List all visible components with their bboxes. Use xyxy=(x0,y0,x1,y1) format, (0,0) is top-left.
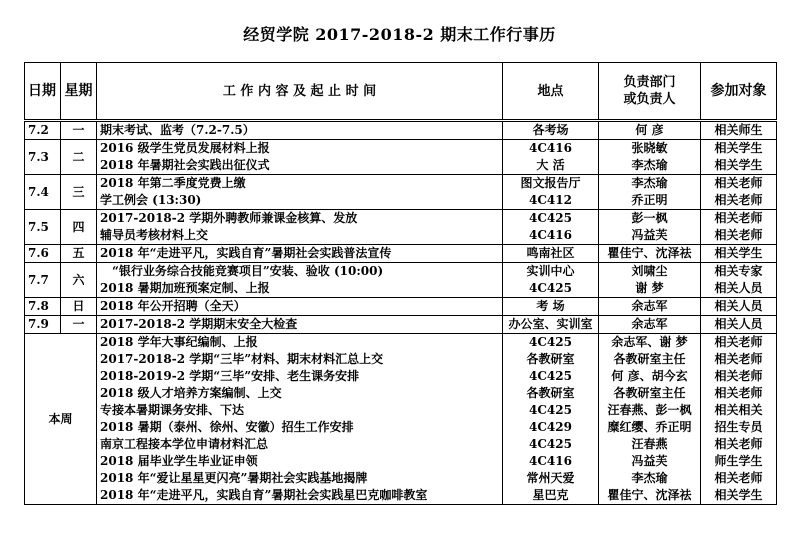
cell-work-line: 2018 年公开招聘（全天） xyxy=(100,299,246,313)
cell-place-line: 鸣南社区 xyxy=(526,246,575,260)
cell-date: 7.2 xyxy=(25,121,61,140)
cell-dept-line: 余志军、谢 梦 xyxy=(611,335,688,349)
cell-place-line: 4C416 xyxy=(529,454,572,468)
cell-place-line: 常州天爱 xyxy=(526,471,575,485)
cell-attendees-line: 相关老师 xyxy=(714,335,763,349)
cell-weekday: 六 xyxy=(61,263,97,298)
cell-date: 7.9 xyxy=(25,316,61,334)
cell-work-line: 2018 年第二季度党费上缴 xyxy=(100,176,246,190)
cell-place-line: 星巴克 xyxy=(532,488,569,502)
cell-attendees-line: 相关老师 xyxy=(714,437,763,451)
cell-place xyxy=(503,121,599,140)
cell-work xyxy=(97,175,503,210)
cell-work-line: 学工例会 (13:30) xyxy=(100,193,202,207)
cell-work-line: 南京工程接本学位申请材料汇总 xyxy=(100,437,269,451)
cell-dept-line: 汪春燕 xyxy=(631,437,668,451)
header-attendees: 参加对象 xyxy=(701,63,777,121)
cell-work-line: 2018 届毕业学生毕业证申领 xyxy=(100,454,258,468)
cell-attendees-line: 相关老师 xyxy=(714,193,763,207)
cell-work xyxy=(97,140,503,175)
cell-weekday: 五 xyxy=(61,245,97,263)
cell-date: 本周 xyxy=(25,334,97,505)
cell-dept-line: 各教研室主任 xyxy=(613,352,686,366)
cell-place xyxy=(503,334,599,505)
cell-work-line: 2018 年“走进平凡，实践自育”暑期社会实践星巴克咖啡教室 xyxy=(100,488,428,502)
cell-place-line: 4C425 xyxy=(529,211,572,225)
cell-attendees xyxy=(701,245,777,263)
cell-attendees-line: 相关人员 xyxy=(714,317,763,331)
cell-place-line: 实训中心 xyxy=(526,264,575,278)
cell-dept-line: 糜红缨、乔正明 xyxy=(607,420,692,434)
cell-place-line: 4C412 xyxy=(529,193,572,207)
cell-dept xyxy=(599,210,701,245)
cell-dept xyxy=(599,140,701,175)
cell-place-line: 4C429 xyxy=(529,420,572,434)
cell-work-line: 辅导员考核材料上交 xyxy=(100,228,209,242)
cell-work-line: 2017-2018-2 学期“三毕”材料、期末材料汇总上交 xyxy=(100,352,384,366)
cell-attendees xyxy=(701,334,777,505)
cell-attendees xyxy=(701,121,777,140)
cell-attendees xyxy=(701,175,777,210)
cell-dept-line: 瞿佳宁、沈泽祛 xyxy=(607,488,692,502)
cell-attendees-line: 相关老师 xyxy=(714,211,763,225)
cell-date: 7.7 xyxy=(25,263,61,298)
cell-work-line: 2017-2018-2 学期外聘教师兼课金核算、发放 xyxy=(100,211,358,225)
cell-weekday: 日 xyxy=(61,298,97,316)
cell-dept-line: 谢 梦 xyxy=(635,281,664,295)
cell-date: 7.6 xyxy=(25,245,61,263)
cell-work xyxy=(97,298,503,316)
cell-dept-line: 瞿佳宁、沈泽祛 xyxy=(607,246,692,260)
cell-place xyxy=(503,316,599,334)
cell-dept-line: 汪春燕、彭一枫 xyxy=(607,403,692,417)
cell-attendees-line: 相关老师 xyxy=(714,369,763,383)
cell-place-line: 考 场 xyxy=(536,299,565,313)
cell-work-line: 2016 级学生党员发展材料上报 xyxy=(100,141,270,155)
cell-work-line: 2018 暑期（泰州、徐州、安徽）招生工作安排 xyxy=(100,420,354,434)
cell-work-line: 2018 年暑期社会实践出征仪式 xyxy=(100,158,270,172)
cell-attendees-line: 师生学生 xyxy=(714,454,763,468)
cell-attendees-line: 相关老师 xyxy=(714,176,763,190)
cell-attendees-line: 相关人员 xyxy=(714,281,763,295)
cell-attendees xyxy=(701,140,777,175)
cell-attendees-line: 相关人员 xyxy=(714,299,763,313)
cell-dept xyxy=(599,298,701,316)
header-row xyxy=(25,63,777,121)
cell-weekday: 一 xyxy=(61,316,97,334)
cell-dept xyxy=(599,175,701,210)
cell-work-line: 期末考试、监考（7.2-7.5） xyxy=(100,123,255,137)
cell-work xyxy=(97,245,503,263)
cell-place-line: 办公室、实训室 xyxy=(508,317,593,331)
cell-dept-line: 各教研室主任 xyxy=(613,386,686,400)
cell-work-line: 2018 年“爱让星星更闪亮”暑期社会实践基地揭牌 xyxy=(100,471,368,485)
cell-work xyxy=(97,334,503,505)
cell-place-line: 4C425 xyxy=(529,403,572,417)
cell-weekday: 四 xyxy=(61,210,97,245)
cell-weekday: 一 xyxy=(61,121,97,140)
cell-attendees-line: 相关老师 xyxy=(714,471,763,485)
table-row xyxy=(25,334,777,505)
cell-work xyxy=(97,210,503,245)
cell-attendees-line: 招生专员 xyxy=(714,420,763,434)
cell-work-line: 2018 暑期加班预案定制、上报 xyxy=(100,281,270,295)
cell-work-line: 2017-2018-2 学期期末安全大检查 xyxy=(100,317,298,331)
cell-place xyxy=(503,175,599,210)
cell-work-line: 2018 年“走进平凡，实践自育”暑期社会实践普法宣传 xyxy=(100,246,392,260)
header-dept-line1: 负责部门 xyxy=(623,75,676,90)
cell-weekday: 三 xyxy=(61,175,97,210)
cell-place xyxy=(503,298,599,316)
cell-dept-line: 冯益芙 xyxy=(631,228,668,242)
cell-work-line: “银行业务综合技能竞赛项目”安装、验收 (10:00) xyxy=(112,264,384,278)
cell-dept-line: 李杰瑜 xyxy=(631,471,668,485)
header-work: 工 作 内 容 及 起 止 时 间 xyxy=(97,63,503,121)
cell-work xyxy=(97,316,503,334)
cell-attendees xyxy=(701,210,777,245)
cell-place xyxy=(503,245,599,263)
header-dept xyxy=(599,63,701,121)
cell-work-line: 2018 学年大事纪编制、上报 xyxy=(100,335,258,349)
cell-dept xyxy=(599,334,701,505)
table-row xyxy=(25,121,777,140)
cell-work-line: 专接本暑期课务安排、下达 xyxy=(100,403,245,417)
cell-attendees-line: 相关师生 xyxy=(714,123,763,137)
cell-attendees-line: 相关学生 xyxy=(714,141,763,155)
cell-dept-line: 乔正明 xyxy=(631,193,668,207)
cell-place-line: 大 活 xyxy=(536,158,565,172)
cell-dept xyxy=(599,316,701,334)
cell-dept xyxy=(599,245,701,263)
cell-place xyxy=(503,140,599,175)
cell-attendees xyxy=(701,263,777,298)
cell-place-line: 各教研室 xyxy=(526,352,575,366)
cell-dept-line: 刘啸尘 xyxy=(631,264,668,278)
cell-date: 7.5 xyxy=(25,210,61,245)
cell-place xyxy=(503,210,599,245)
table-row xyxy=(25,140,777,175)
cell-attendees-line: 相关相关 xyxy=(714,403,763,417)
page-title: 经贸学院 2017-2018-2 期末工作行事历 xyxy=(243,25,556,44)
cell-attendees-line: 相关老师 xyxy=(714,228,763,242)
cell-date: 7.3 xyxy=(25,140,61,175)
cell-dept-line: 李杰瑜 xyxy=(631,158,668,172)
schedule-body xyxy=(25,63,777,505)
cell-place-line: 4C425 xyxy=(529,335,572,349)
schedule-table xyxy=(24,62,777,505)
cell-place-line: 图文报告厅 xyxy=(520,176,581,190)
table-row xyxy=(25,298,777,316)
table-row xyxy=(25,210,777,245)
cell-dept-line: 彭一枫 xyxy=(631,211,668,225)
cell-attendees xyxy=(701,316,777,334)
header-date: 日期 xyxy=(25,63,61,121)
cell-work xyxy=(97,121,503,140)
cell-attendees-line: 相关专家 xyxy=(714,264,763,278)
cell-place-line: 4C425 xyxy=(529,437,572,451)
cell-dept xyxy=(599,121,701,140)
cell-dept-line: 余志军 xyxy=(631,299,668,313)
cell-attendees-line: 相关学生 xyxy=(714,158,763,172)
table-row xyxy=(25,245,777,263)
cell-dept-line: 余志军 xyxy=(631,317,668,331)
cell-attendees-line: 相关老师 xyxy=(714,386,763,400)
cell-work xyxy=(97,263,503,298)
cell-place-line: 各教研室 xyxy=(526,386,575,400)
cell-dept-line: 冯益芙 xyxy=(631,454,668,468)
table-row xyxy=(25,316,777,334)
cell-dept-line: 张晓敏 xyxy=(631,141,668,155)
header-place: 地点 xyxy=(503,63,599,121)
header-dept-line2: 或负责人 xyxy=(623,92,676,107)
cell-attendees-line: 相关学生 xyxy=(714,488,763,502)
cell-work-line: 2018-2019-2 学期“三毕”安排、老生课务安排 xyxy=(100,369,360,383)
cell-attendees-line: 相关学生 xyxy=(714,246,763,260)
cell-attendees xyxy=(701,298,777,316)
cell-place-line: 4C416 xyxy=(529,141,572,155)
cell-work-line: 2018 级人才培养方案编制、上交 xyxy=(100,386,282,400)
table-row xyxy=(25,175,777,210)
cell-place-line: 各考场 xyxy=(532,123,569,137)
cell-date: 7.8 xyxy=(25,298,61,316)
cell-dept-line: 何 彦、胡今玄 xyxy=(611,369,688,383)
cell-dept xyxy=(599,263,701,298)
cell-dept-line: 何 彦 xyxy=(635,123,664,137)
cell-dept-line: 李杰瑜 xyxy=(631,176,668,190)
cell-date: 7.4 xyxy=(25,175,61,210)
cell-place-line: 4C416 xyxy=(529,228,572,242)
cell-place-line: 4C425 xyxy=(529,369,572,383)
table-row xyxy=(25,263,777,298)
cell-place xyxy=(503,263,599,298)
cell-place-line: 4C425 xyxy=(529,281,572,295)
cell-weekday: 二 xyxy=(61,140,97,175)
header-weekday: 星期 xyxy=(61,63,97,121)
cell-attendees-line: 相关老师 xyxy=(714,352,763,366)
